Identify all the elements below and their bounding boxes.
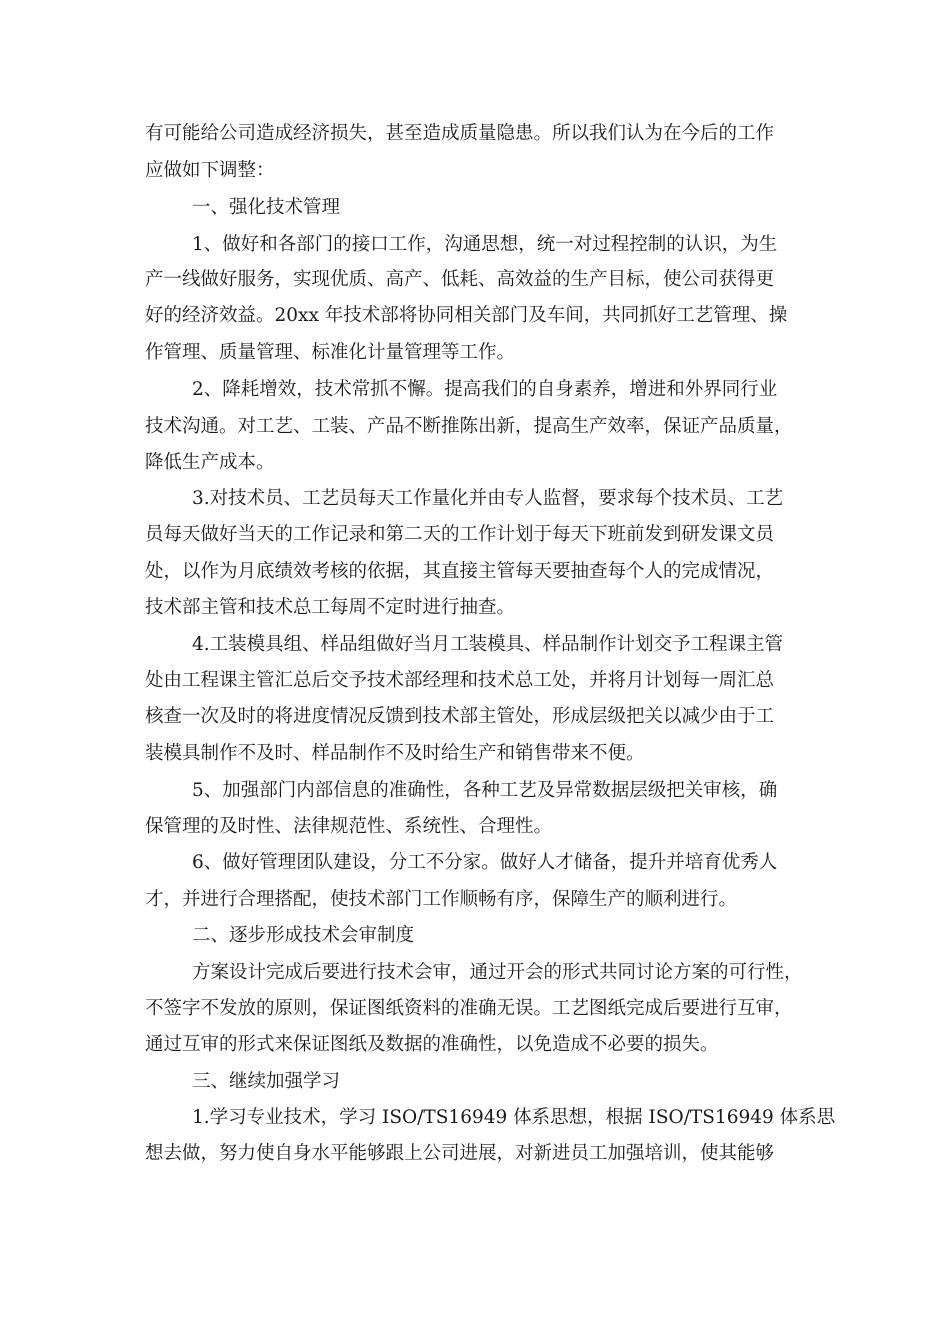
text-line: 才，并进行合理搭配，使技术部门工作顺畅有序，保障生产的顺利进行。 [145,889,738,910]
text-line: 4.工装模具组、样品组做好当月工装模具、样品制作计划交予工程课主管 [192,634,784,655]
text-line: 好的经济效益。20xx 年技术部将协同相关部门及车间，共同抓好工艺管理、操 [145,305,788,326]
text-line: 降低生产成本。 [145,452,275,473]
text-line: 保管理的及时性、法律规范性、系统性、合理性。 [145,816,553,837]
section-heading: 一、强化技术管理 [192,197,341,218]
text-line: 通过互审的形式来保证图纸及数据的准确性，以免造成不必要的损失。 [145,1034,719,1055]
text-line: 员每天做好当天的工作记录和第二天的工作计划于每天下班前发到研发课文员 [145,524,775,545]
text-line: 处，以作为月底绩效考核的依据，其直接主管每天要抽查每个人的完成情况， [145,561,775,582]
text-line: 装模具制作不及时、样品制作不及时给生产和销售带来不便。 [145,743,645,764]
section-heading: 三、继续加强学习 [192,1071,341,1092]
text-line: 技术沟通。对工艺、工装、产品不断推陈出新，提高生产效率，保证产品质量， [145,416,793,437]
text-line: 2、降耗增效，技术常抓不懈。提高我们的自身素养，增进和外界同行业 [192,379,778,400]
text-line: 有可能给公司造成经济损失，甚至造成质量隐患。所以我们认为在今后的工作 [145,123,775,144]
text-line: 方案设计完成后要进行技术会审，通过开会的形式共同讨论方案的可行性， [192,962,803,983]
text-line: 1、做好和各部门的接口工作，沟通思想，统一对过程控制的认识，为生 [192,234,778,255]
text-line: 产一线做好服务，实现优质、高产、低耗、高效益的生产目标，使公司获得更 [145,269,775,290]
text-line: 应做如下调整： [145,160,275,181]
text-line: 技术部主管和技术总工每周不定时进行抽查。 [145,597,516,618]
text-line: 想去做，努力使自身水平能够跟上公司进展，对新进员工加强培训，使其能够 [145,1143,775,1164]
text-line: 核查一次及时的将进度情况反馈到技术部主管处，形成层级把关以减少由于工 [145,706,775,727]
text-line: 3.对技术员、工艺员每天工作量化并由专人监督，要求每个技术员、工艺 [192,488,784,509]
text-line: 处由工程课主管汇总后交予技术部经理和技术总工处，并将月计划每一周汇总 [145,670,775,691]
section-heading: 二、逐步形成技术会审制度 [192,925,415,946]
text-line: 5、加强部门内部信息的准确性，各种工艺及异常数据层级把关审核，确 [192,780,778,801]
text-line: 1.学习专业技术，学习 ISO/TS16949 体系思想，根据 ISO/TS16949 体系思 [192,1107,836,1128]
text-line: 作管理、质量管理、标准化计量管理等工作。 [145,342,516,363]
text-line: 不签字不发放的原则，保证图纸资料的准确无误。工艺图纸完成后要进行互审， [145,998,793,1019]
text-line: 6、做好管理团队建设，分工不分家。做好人才储备，提升并培育优秀人 [192,852,778,873]
